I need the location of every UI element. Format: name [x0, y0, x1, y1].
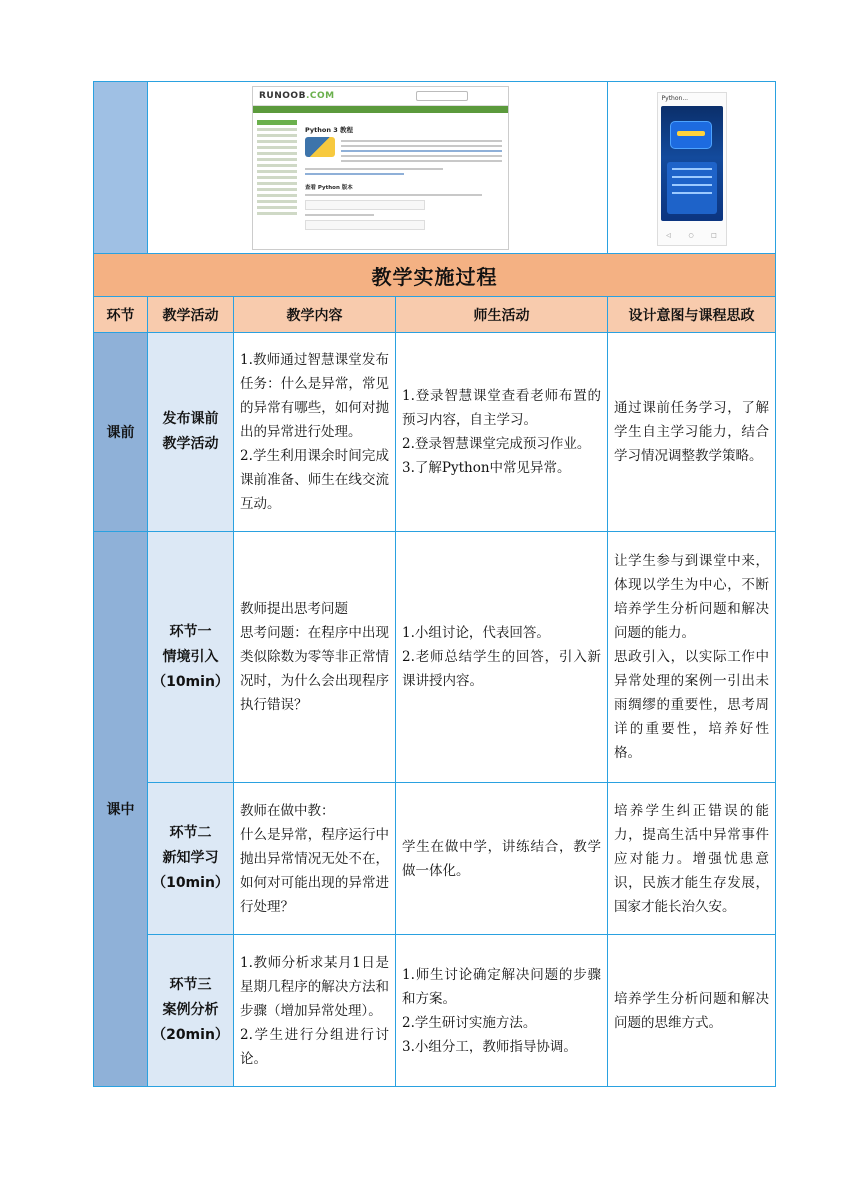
- section-in-class: 课中: [94, 532, 148, 1087]
- website-screenshot-cell: [148, 82, 608, 254]
- header-activity: 教学活动: [148, 297, 234, 333]
- header-interaction: 师生活动: [396, 297, 608, 333]
- website-content: [305, 117, 502, 234]
- table-row: [94, 333, 776, 532]
- table-row: [94, 935, 776, 1087]
- activity-cell: 环节一 情境引入 （10min）: [148, 532, 234, 783]
- content-cell: 1.教师分析求某月1日是星期几程序的解决方法和步骤（增加异常处理）。 2.学生进行分组进行讨论。: [234, 935, 396, 1087]
- section-pre-class: 课前: [94, 333, 148, 532]
- content-cell: 教师提出思考问题 思考问题：在程序中出现类似除数为零等非正常情况时，为什么会出现程序执行错误？: [234, 532, 396, 783]
- activity-cell: 环节二 新知学习 （10min）: [148, 783, 234, 935]
- header-intent: 设计意图与课程思政: [608, 297, 776, 333]
- header-content: 教学内容: [234, 297, 396, 333]
- interaction-cell: 1.登录智慧课堂查看老师布置的预习内容，自主学习。 2.登录智慧课堂完成预习作业。 3.了解Python中常见异常。: [396, 333, 608, 532]
- runoob-logo: RUNOOB.COM: [259, 91, 335, 101]
- phone-course-banner: [661, 106, 723, 221]
- phone-app-title: Python...: [661, 95, 689, 102]
- lesson-plan-page: [93, 81, 775, 1087]
- website-search-box: [416, 91, 468, 101]
- website-heading: Python 3 教程: [305, 126, 353, 134]
- website-nav-bar: [253, 106, 508, 113]
- intent-cell: 培养学生分析问题和解决问题的思维方式。: [608, 935, 776, 1087]
- intent-cell: 让学生参与到课堂中来，体现以学生为中心，不断培养学生分析问题和解决问题的能力。 思政引入，以实际工作中异常处理的案例一引出未雨绸缪的重要性，思考周详的重要性，培养好性格。: [608, 532, 776, 783]
- course-poster-icon: [671, 122, 711, 148]
- table-row: [94, 532, 776, 783]
- phone-nav-bar: ◁ ○ □: [666, 232, 717, 239]
- screenshot-row-label-cell: [94, 82, 148, 254]
- phone-app-screenshot: [657, 92, 727, 246]
- phone-screenshot-cell: [608, 82, 776, 254]
- interaction-cell: 1.师生讨论确定解决问题的步骤和方案。 2.学生研讨实施方法。 3.小组分工，教师指导协调。: [396, 935, 608, 1087]
- python-logo-icon: [305, 137, 335, 157]
- activity-cell: 环节三 案例分析 （20min）: [148, 935, 234, 1087]
- table-header-row: [94, 297, 776, 333]
- interaction-cell: 1.小组讨论，代表回答。 2.老师总结学生的回答，引入新课讲授内容。: [396, 532, 608, 783]
- table-row: [94, 783, 776, 935]
- table-title-row: [94, 254, 776, 297]
- table-title: 教学实施过程: [94, 254, 776, 297]
- content-cell: 1.教师通过智慧课堂发布任务：什么是异常，常见的异常有哪些，如何对抛出的异常进行处理。 2.学生利用课余时间完成课前准备、师生在线交流互动。: [234, 333, 396, 532]
- website-subheading: 查看 Python 版本: [305, 185, 353, 191]
- intent-cell: 通过课前任务学习，了解学生自主学习能力，结合学习情况调整教学策略。: [608, 333, 776, 532]
- screenshot-row: [94, 82, 776, 254]
- runoob-website-screenshot: [252, 86, 509, 250]
- interaction-cell: 学生在做中学，讲练结合，教学做一体化。: [396, 783, 608, 935]
- header-stage: 环节: [94, 297, 148, 333]
- content-cell: 教师在做中教： 什么是异常，程序运行中抛出异常情况无处不在，如何对可能出现的异常进行处理？: [234, 783, 396, 935]
- teaching-process-table: [93, 81, 776, 1087]
- activity-cell: 发布课前 教学活动: [148, 333, 234, 532]
- website-sidebar: [257, 117, 297, 218]
- intent-cell: 培养学生纠正错误的能力，提高生活中异常事件应对能力。增强忧患意识，民族才能生存发展，国家才能长治久安。: [608, 783, 776, 935]
